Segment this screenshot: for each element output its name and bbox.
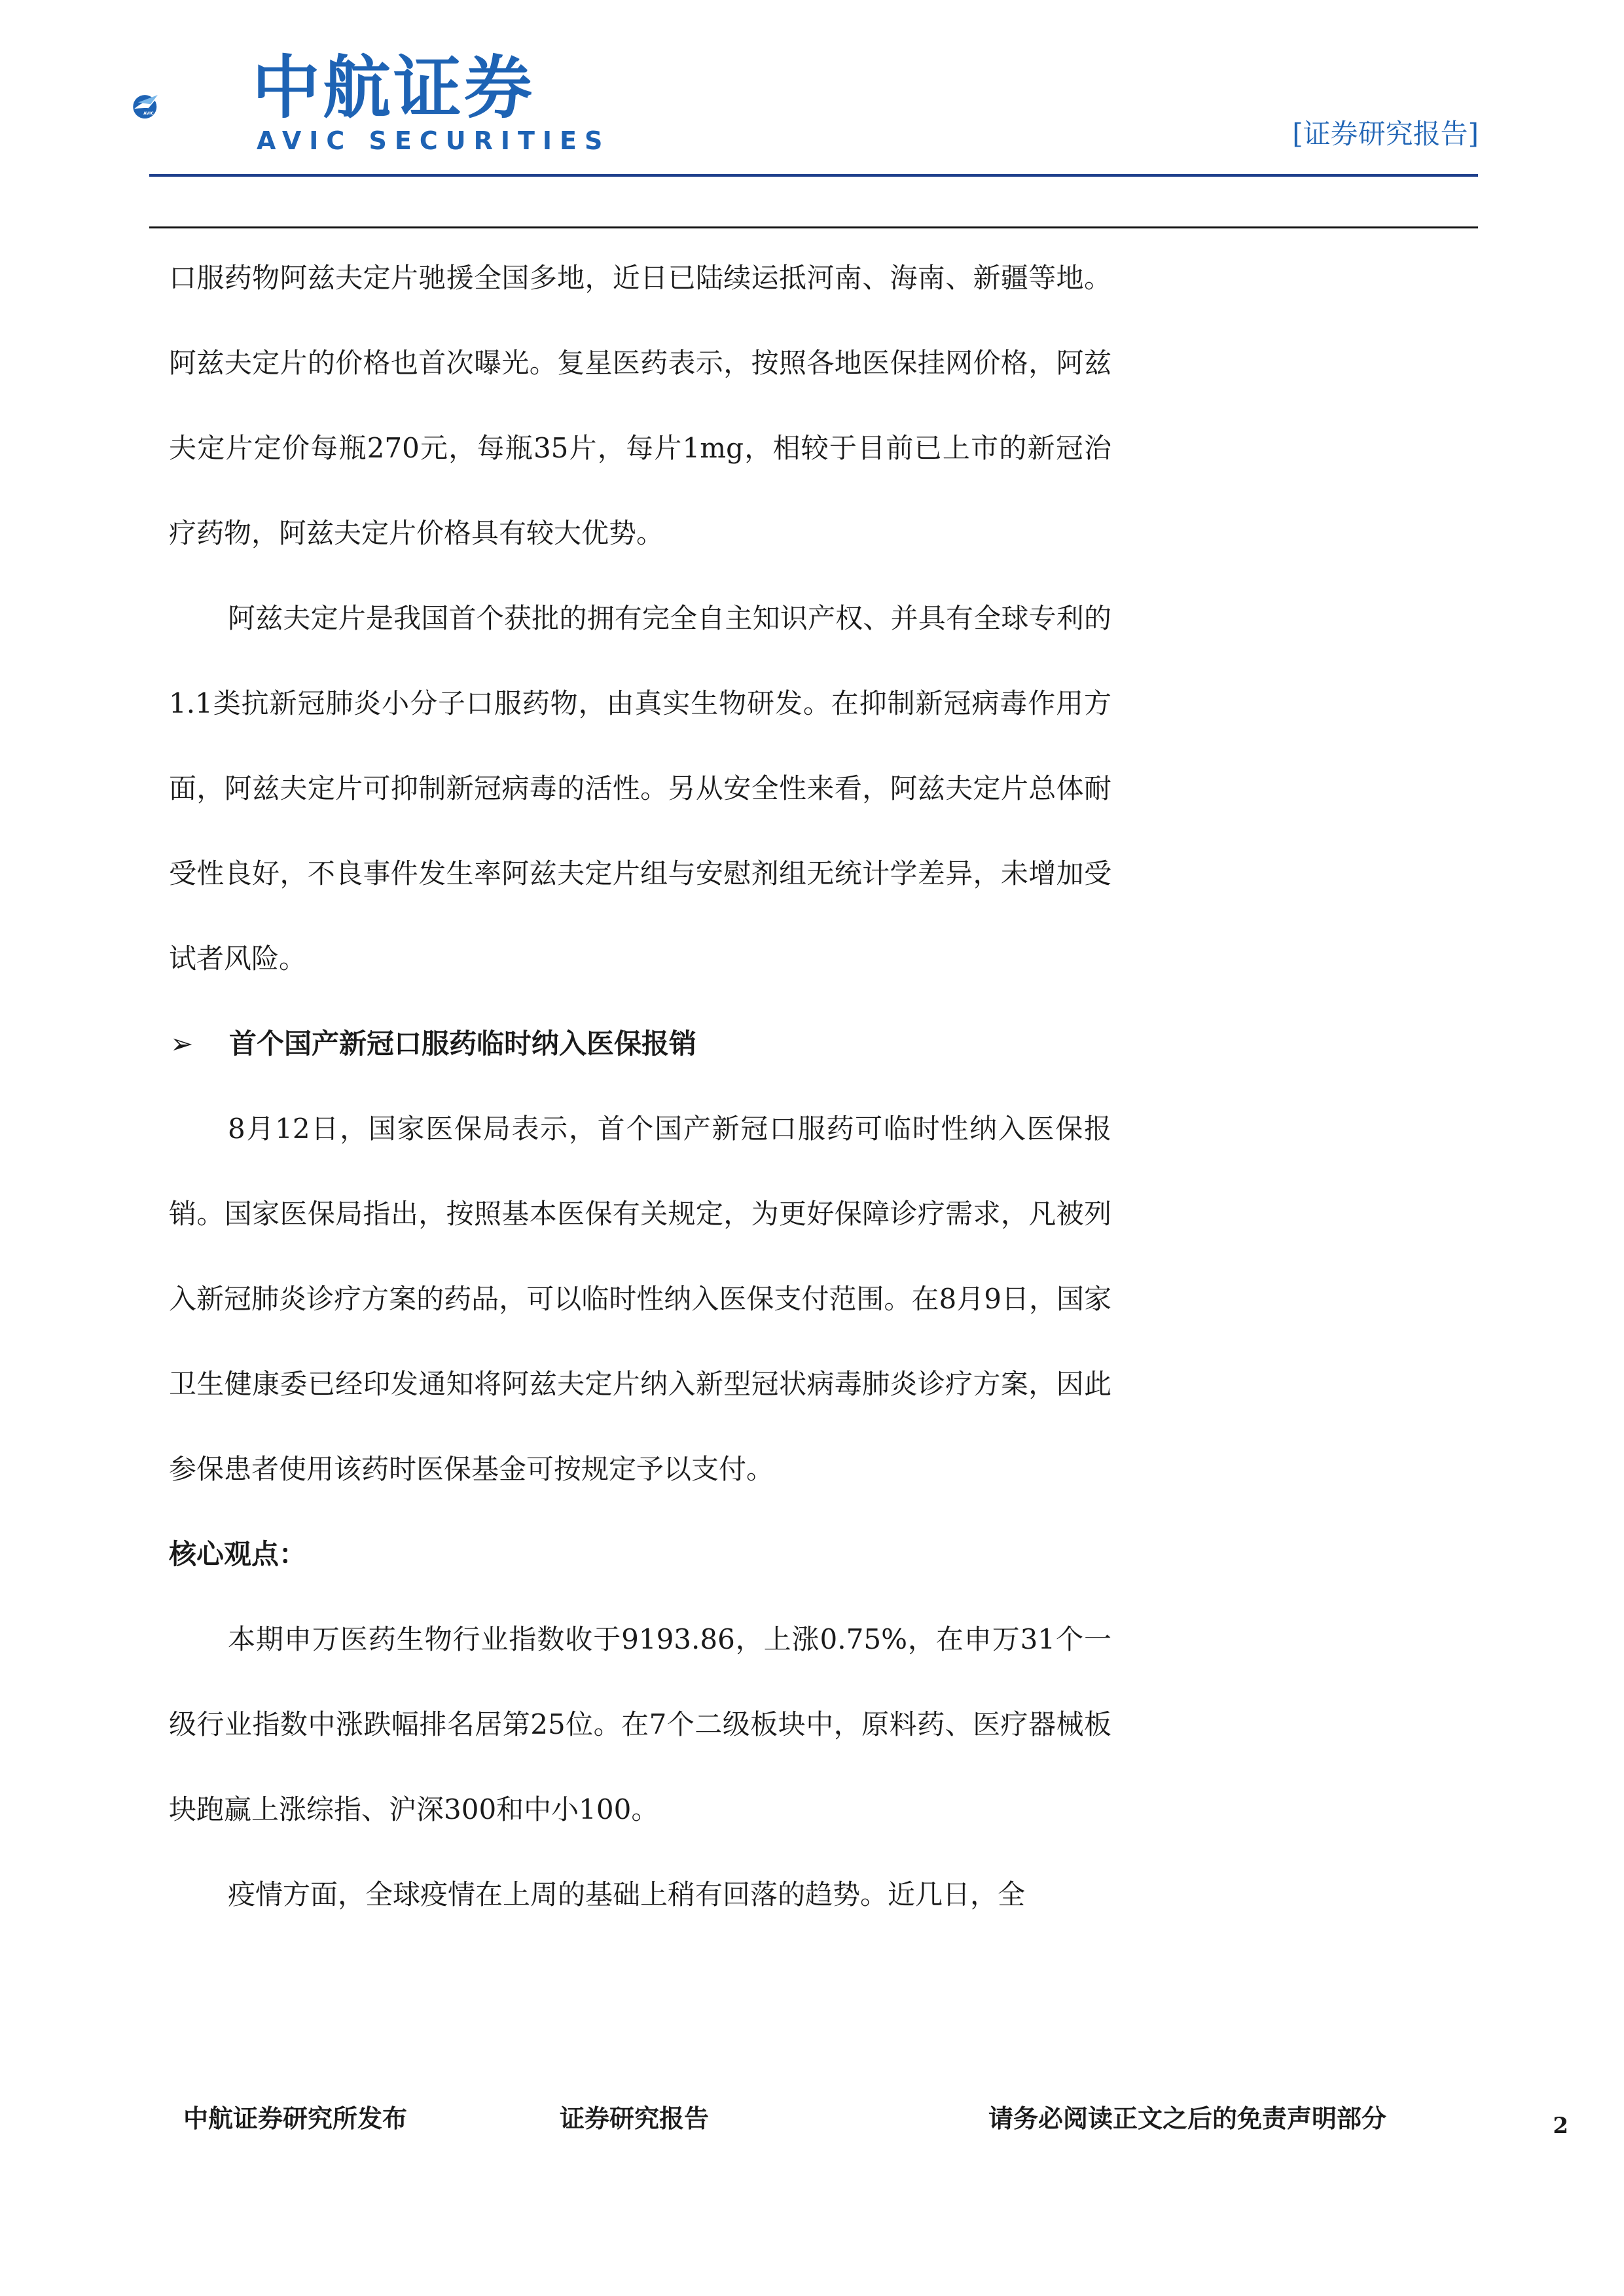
header-divider [149, 174, 1478, 177]
footer-disclaimer-note: 请务必阅读正文之后的免责声明部分 [988, 2104, 1387, 2133]
brand-name-cn: 中航证券 [252, 48, 535, 128]
paragraph-drug-profile: 阿兹夫定片是我国首个获批的拥有完全自主知识产权、并具有全球专利的1.1类抗新冠肺炎小分子口服药物，由真实生物研发。在抑制新冠病毒作用方面，阿兹夫定片可抑制新冠病毒的活性。另从安全性来看，阿兹夫定片总体耐受性良好，不良事件发生率阿兹夫定片组与安慰剂组无统计学差异，未增加受试者风险。 [169, 602, 1111, 975]
paragraph-index-performance: 本期申万医药生物行业指数收于9193.86，上涨0.75%，在申万31个一级行业指数中涨跌幅排名居第25位。在7个二级板块中，原料药、医疗器械板块跑赢上涨综指、沪深300和中小100。 [169, 1623, 1111, 1825]
content-top-divider [149, 226, 1478, 228]
report-type-tag: [证券研究报告] [1292, 118, 1479, 150]
section-heading-core-views: 核心观点： [169, 1538, 307, 1570]
paragraph-drug-distribution: 口服药物阿兹夫定片驰援全国多地，近日已陆续运抵河南、海南、新疆等地。阿兹夫定片的价格也首次曝光。复星医药表示，按照各地医保挂网价格，阿兹夫定片定价每瓶270元，每瓶35片，每片1mg，相较于目前已上市的新冠治疗药物，阿兹夫定片价格具有较大优势。 [169, 262, 1111, 549]
page-number: 2 [1553, 2113, 1568, 2139]
avic-logo-icon [131, 54, 249, 158]
bullet-heading-text: 首个国产新冠口服药临时纳入医保报销 [229, 1028, 697, 1060]
paragraph-insurance: 8月12日，国家医保局表示，首个国产新冠口服药可临时性纳入医保报销。国家医保局指出，按照基本医保有关规定，为更好保障诊疗需求，凡被列入新冠肺炎诊疗方案的药品，可以临时性纳入医保支付范围。在8月9日，国家卫生健康委已经印发通知将阿兹夫定片纳入新型冠状病毒肺炎诊疗方案，因此参保患者使用该药时医保基金可按规定予以支付。 [169, 1113, 1111, 1485]
report-body [169, 236, 1111, 1937]
footer-publisher: 中航证券研究所发布 [183, 2104, 408, 2133]
arrow-bullet-icon: ➢ [170, 1028, 194, 1060]
logo-text: AVIC [143, 111, 154, 117]
brand-name-en: AVIC SECURITIES [257, 126, 611, 155]
bullet-heading [169, 1001, 1111, 1086]
footer-report-type: 证券研究报告 [560, 2104, 710, 2133]
paragraph-epidemic: 疫情方面，全球疫情在上周的基础上稍有回落的趋势。近几日，全 [228, 1878, 1026, 1910]
